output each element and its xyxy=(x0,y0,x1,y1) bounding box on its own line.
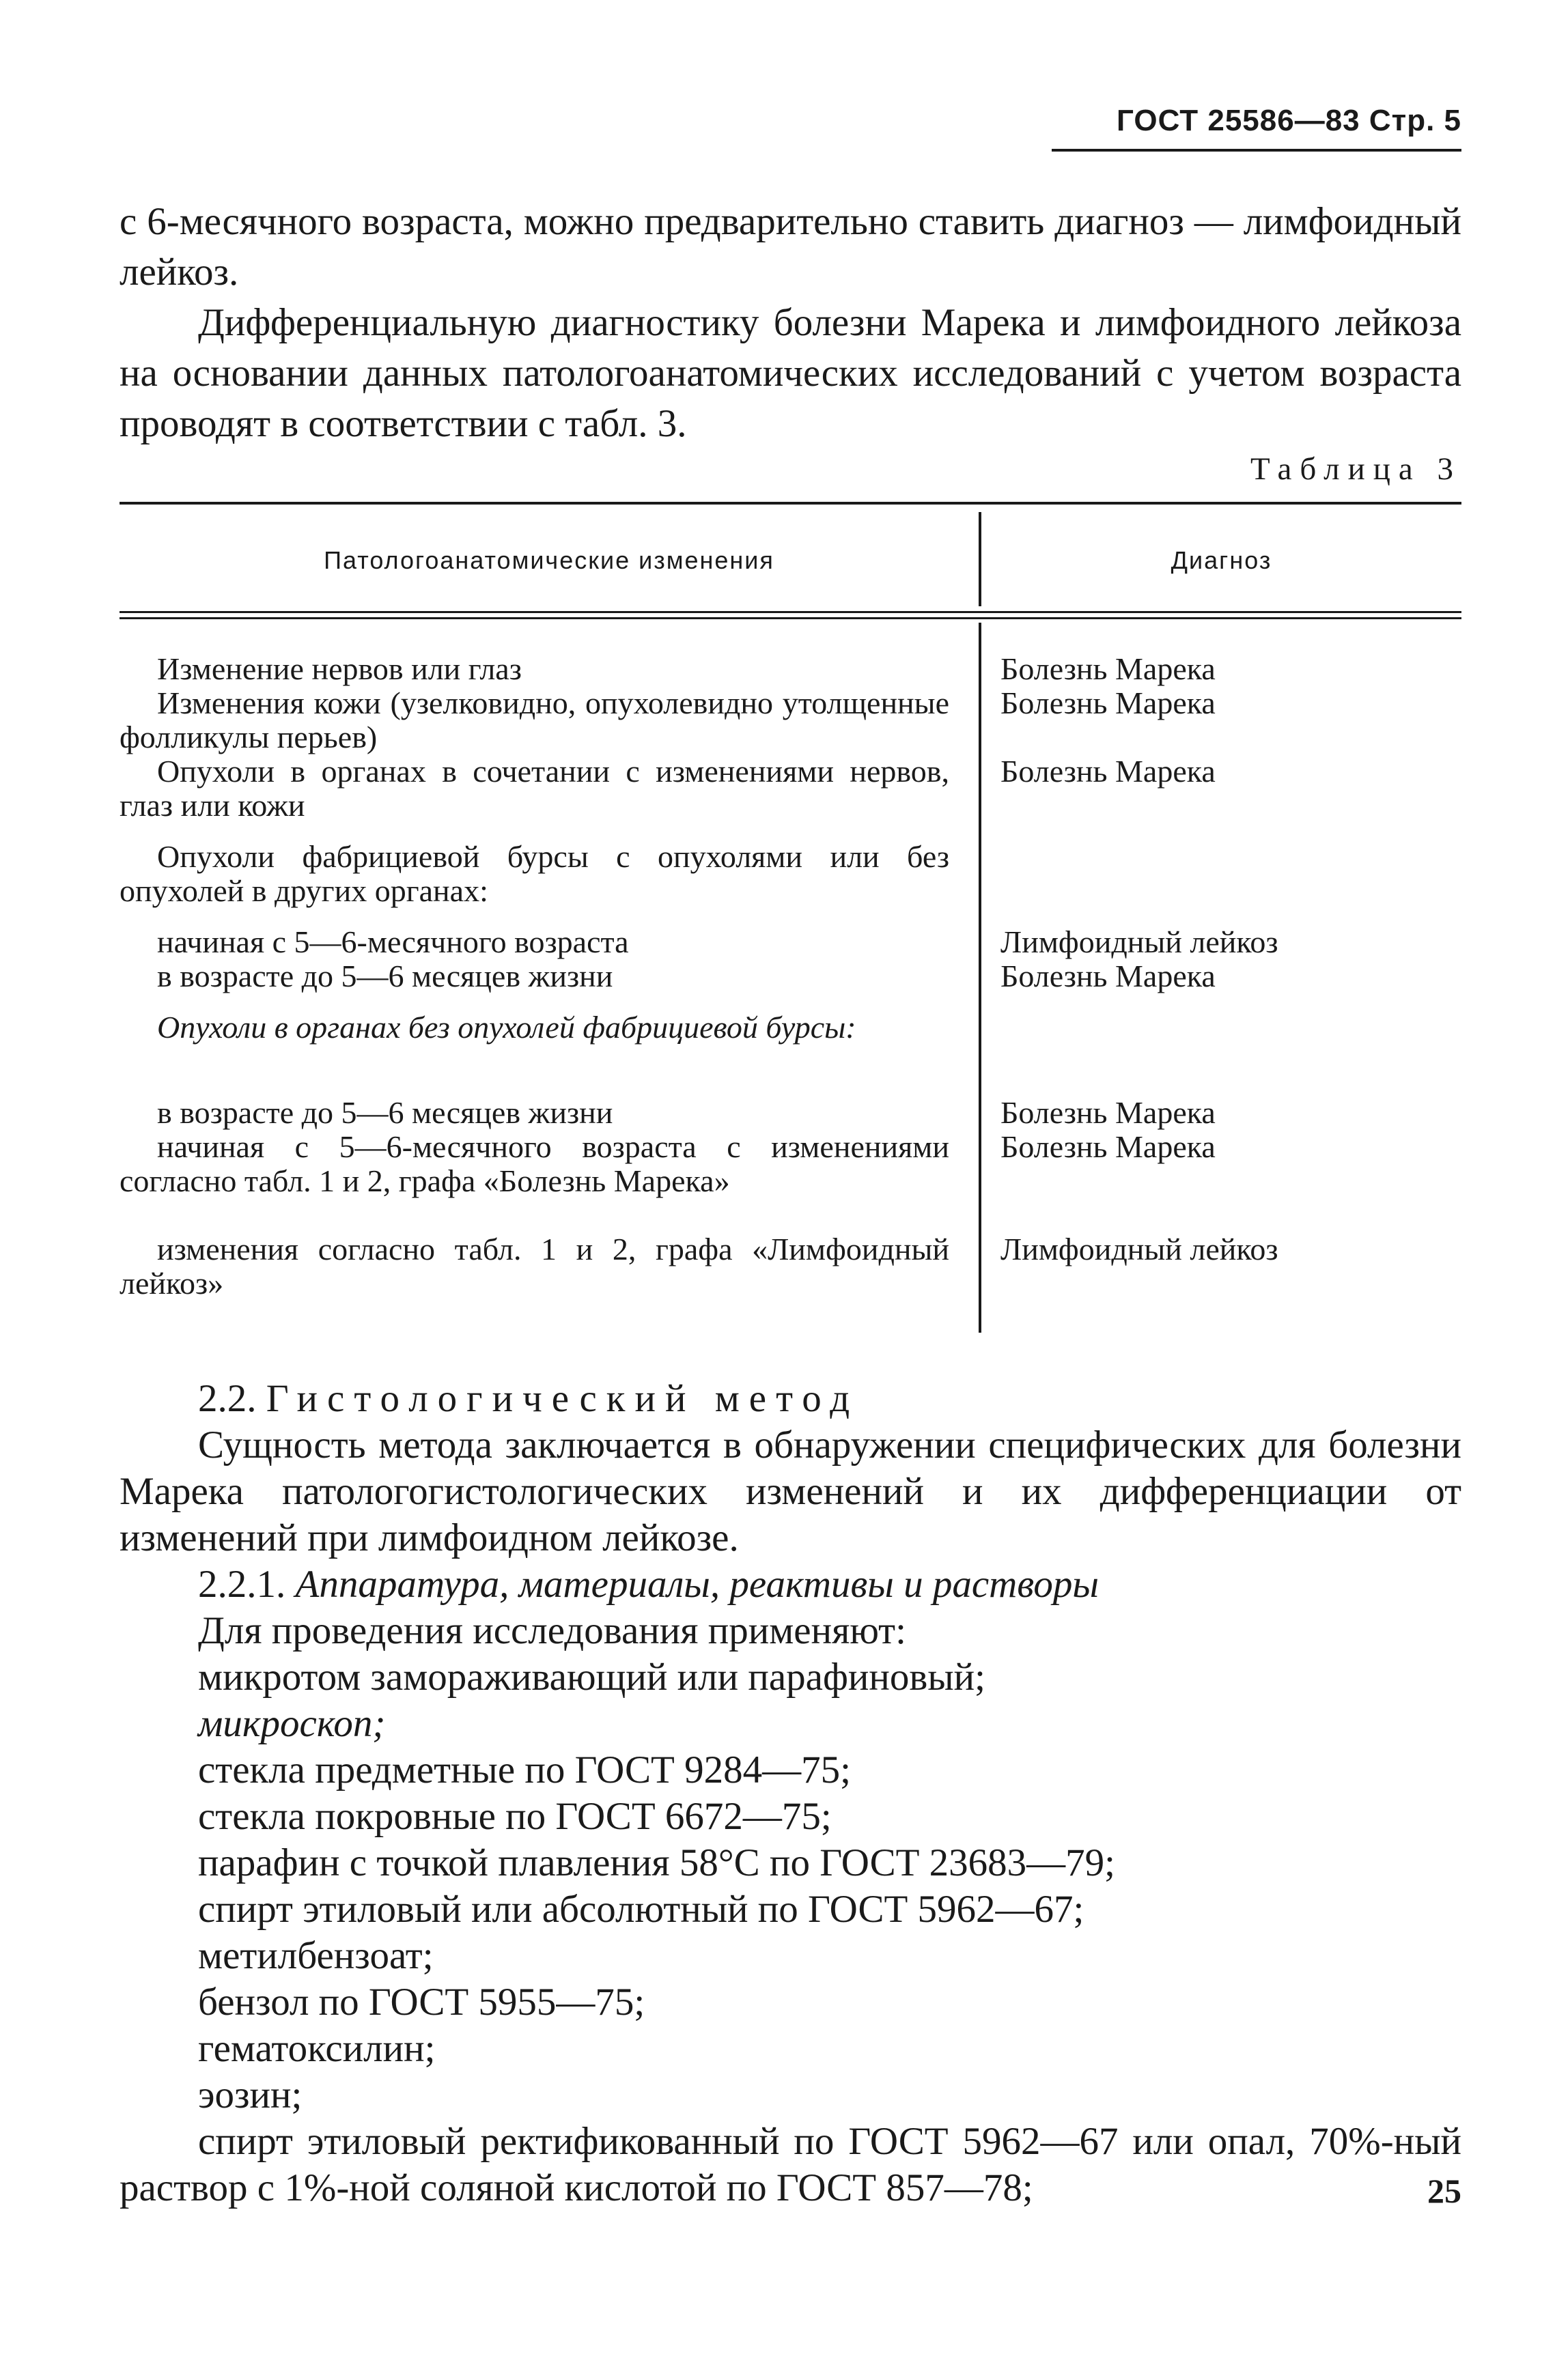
table-cell-diagnosis: Лимфоидный лейкоз xyxy=(1000,1232,1278,1266)
intro-paragraph-1: с 6-месячного возраста, можно предварительно ставить диагноз — лимфоидный лейкоз. xyxy=(120,200,1461,294)
table-cell-diagnosis: Лимфоидный лейкоз xyxy=(1000,924,1278,959)
header-rule xyxy=(1052,149,1461,152)
section-2-2 xyxy=(120,1376,1461,2211)
table-cell-change: в возрасте до 5—6 месяцев жизни xyxy=(157,959,613,993)
list-item: гематоксилин; xyxy=(198,2027,436,2070)
table-cell-diagnosis: Болезнь Марека xyxy=(1000,1129,1216,1164)
list-item: эозин; xyxy=(198,2073,303,2116)
table-cell-diagnosis: Болезнь Марека xyxy=(1000,1095,1216,1130)
table-top-rule xyxy=(120,502,1461,505)
table-cell-change: в возрасте до 5—6 месяцев жизни xyxy=(157,1095,613,1130)
table-cell-diagnosis: Болезнь Марека xyxy=(1000,651,1216,686)
list-item: стекла покровные по ГОСТ 6672—75; xyxy=(198,1795,832,1838)
table-cell-change: Изменения кожи (узелковидно, опухолевидно утолщенные фолликулы перьев) xyxy=(120,685,949,754)
list-item: спирт этиловый ректификованный по ГОСТ 5962—67 или опал, 70%-ный раствор с 1%-ной соляной кислотой по ГОСТ 857—78; xyxy=(120,2120,1461,2209)
list-item: метилбензоат; xyxy=(198,1934,434,1977)
column-header-diagnosis: Диагноз xyxy=(1171,546,1272,574)
page-header: ГОСТ 25586—83 Стр. 5 xyxy=(1116,104,1461,137)
table-header-rule xyxy=(120,611,1461,613)
subsection-number: 2.2.1. xyxy=(198,1563,286,1606)
table-cell-diagnosis: Болезнь Марека xyxy=(1000,754,1216,789)
intro-paragraph-2: Дифференциальную диагностику болезни Марека и лимфоидного лейкоза на основании данных патологоанатомических исследований с учетом возраста проводят в соответствии с табл. 3. xyxy=(120,301,1461,445)
list-item: спирт этиловый или абсолютный по ГОСТ 5962—67; xyxy=(198,1888,1084,1931)
subsection-title: Аппаратура, материалы, реактивы и растворы xyxy=(295,1563,1099,1606)
list-item: микроскоп; xyxy=(198,1702,386,1745)
table-header-rule xyxy=(120,617,1461,619)
table-cell-diagnosis: Болезнь Марека xyxy=(1000,685,1216,720)
table-cell-change: Опухоли в органах в сочетании с изменениями нервов, глаз или кожи xyxy=(120,754,949,823)
table-cell-change: начиная с 5—6-месячного возраста с изменениями согласно табл. 1 и 2, графа «Болезнь Марека» xyxy=(120,1129,949,1198)
table-cell-change: Изменение нервов или глаз xyxy=(157,651,522,686)
method-essence: Сущность метода заключается в обнаружении специфических для болезни Марека патологогистологических изменений и их дифференциации от изменений при лимфоидном лейкозе. xyxy=(120,1423,1461,1559)
list-item: стекла предметные по ГОСТ 9284—75; xyxy=(198,1748,851,1791)
table-cell-change: Опухоли в органах без опухолей фабрициевой бурсы: xyxy=(157,1010,856,1045)
list-item: микротом замораживающий или парафиновый; xyxy=(198,1656,985,1699)
list-item: бензол по ГОСТ 5955—75; xyxy=(198,1981,645,2024)
section-number: 2.2. xyxy=(198,1377,257,1420)
section-heading xyxy=(120,1376,1461,1422)
list-intro: Для проведения исследования применяют: xyxy=(198,1609,906,1652)
intro-text xyxy=(120,197,1461,449)
table-cell-change: изменения согласно табл. 1 и 2, графа «Лимфоидный лейкоз» xyxy=(120,1232,949,1301)
table-cell-diagnosis: Болезнь Марека xyxy=(1000,959,1216,993)
table-cell-change: Опухоли фабрициевой бурсы с опухолями или без опухолей в других органах: xyxy=(120,839,949,908)
page-number: 25 xyxy=(1427,2172,1461,2210)
table-caption: Таблица 3 xyxy=(1250,451,1461,487)
section-title: Гистологический метод xyxy=(266,1377,860,1420)
column-header-changes: Патологоанатомические изменения xyxy=(324,546,774,574)
table-column-divider xyxy=(979,623,981,1333)
subsection-heading xyxy=(120,1561,1461,1608)
table-cell-change: начиная с 5—6-месячного возраста xyxy=(157,924,629,959)
list-item: парафин с точкой плавления 58°С по ГОСТ 23683—79; xyxy=(198,1841,1116,1884)
